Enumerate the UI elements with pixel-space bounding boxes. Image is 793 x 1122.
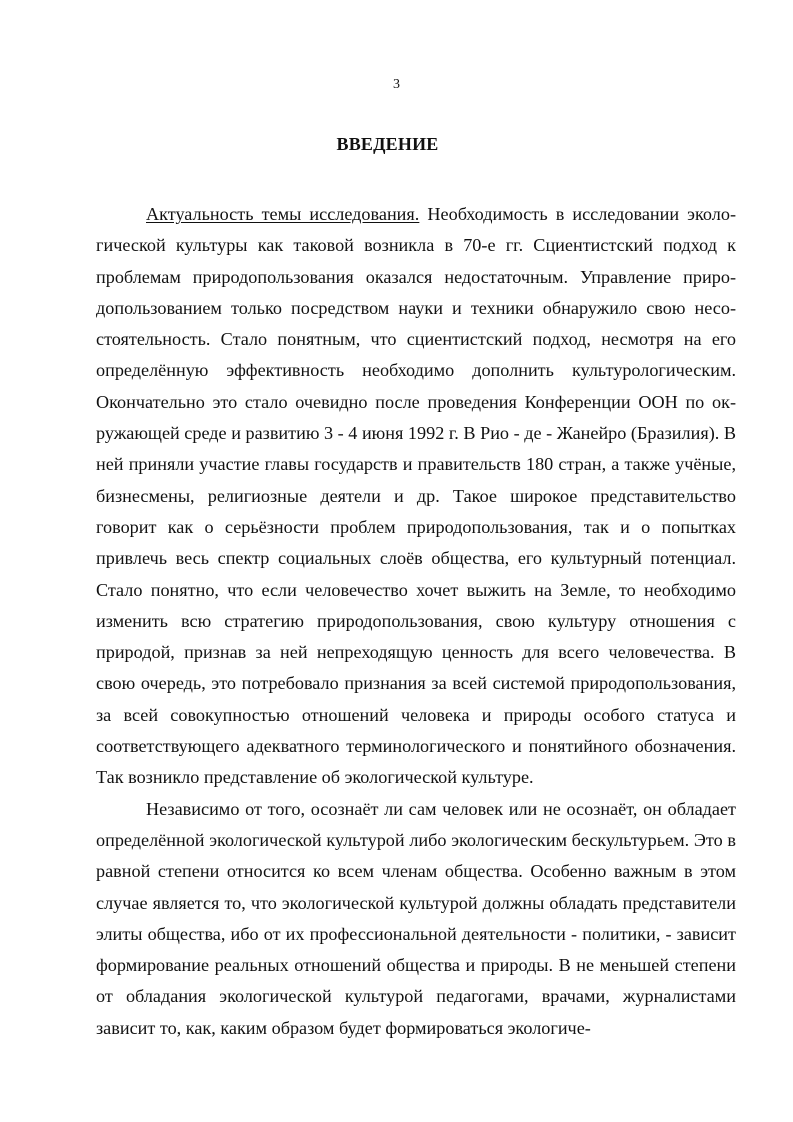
paragraph-relevance <box>96 199 736 794</box>
page-number: 3 <box>393 77 400 92</box>
body-text <box>96 199 736 1044</box>
page-title: ВВЕДЕНИЕ <box>336 134 439 154</box>
relevance-heading: Актуальность темы исследования. <box>146 204 420 224</box>
paragraph-text: Необходимость в исследовании экологической культуры как таковой возникла в 70-е гг. Сциентистский подход к проблемам природопользования оказался недостаточным. Управление природопользованием только посредством науки и техники обнаружило свою несостоятельность. Стало понятным, что сциентистский подход, несмотря на его определённую эффективность необходимо дополнить культурологическим. Окончательно это стало очевидно после проведения Конференции ООН по окружающей среде и развитию 3 - 4 июня 1992 г. В Рио - де - Жанейро (Бразилия). В ней приняли участие главы государств и правительств 180 стран, а также учёные, бизнесмены, религиозные деятели и др. Такое широкое представительство говорит как о серьёзности проблем природопользования, так и о попытках привлечь весь спектр социальных слоёв общества, его культурный потенциал. Стало понятно, что если человечество хочет выжить на Земле, то необходимо изменить всю стратегию природопользования, свою культуру отношения с природой, признав за ней непреходящую ценность для всего человечества. В свою очередь, это потребовало признания за всей системой природопользования, за всей совокупностью отношений человека и природы особого статуса и соответствующего адекватного терминологического и понятийного обозначения. Так возникло представление об экологической культуре. <box>96 204 736 788</box>
paragraph-ecological-culture: Независимо от того, осознаёт ли сам человек или не осознаёт, он обладает определённой экологической культурой либо экологическим бескультурьем. Это в равной степени относится ко всем членам общества. Особенно важным в этом случае является то, что экологической культурой должны обладать представители элиты общества, ибо от их профессиональной деятельности - политики, - зависит формирование реальных отношений общества и природы. В не меньшей степени от обладания экологической культурой педагогами, врачами, журналистами зависит то, как, каким образом будет формироваться экологиче- <box>96 798 736 1038</box>
